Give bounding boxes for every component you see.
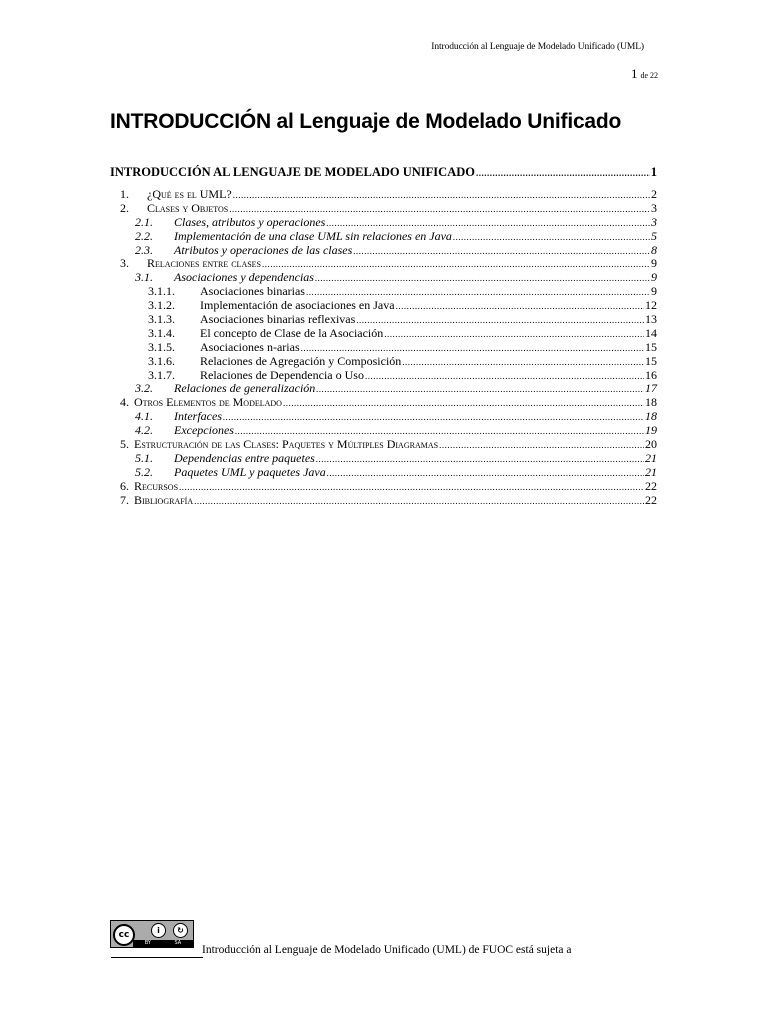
- toc-leader: [396, 301, 644, 311]
- toc-entry-number: 1.: [120, 187, 129, 201]
- toc-entry[interactable]: [110, 437, 657, 451]
- toc-entry[interactable]: [110, 298, 657, 312]
- toc-leader: [235, 426, 644, 436]
- toc-leader: [283, 398, 644, 408]
- toc-entry-title: Clases, atributos y operaciones: [174, 214, 326, 229]
- toc-entry-page: 21: [645, 464, 657, 479]
- toc-entry-title: Asociaciones binarias: [200, 284, 305, 299]
- toc-entry-number: 5.1.: [135, 450, 153, 465]
- toc-entry-page: 19: [645, 423, 657, 438]
- toc-entry-title: Asociaciones binarias reflexivas: [200, 312, 356, 327]
- toc-entry-page: 3: [651, 214, 657, 229]
- toc-entry-title: Dependencias entre paquetes: [174, 450, 315, 465]
- toc-entry-number: 6.: [120, 478, 129, 493]
- toc-entry-title: Excepciones: [174, 423, 234, 438]
- toc-entry-title: El concepto de Clase de la Asociación: [200, 325, 384, 340]
- toc-entry-page: 1: [650, 165, 657, 179]
- toc-entry-number: 2.2.: [135, 228, 153, 243]
- toc-entry-title: Paquetes UML y paquetes Java: [174, 464, 326, 479]
- toc-entry[interactable]: [110, 465, 657, 479]
- toc-entry-title: Relaciones de generalización: [174, 381, 316, 396]
- toc-entry-number: 2.1.: [135, 214, 153, 229]
- toc-entry-page: 8: [651, 242, 657, 257]
- toc-entry[interactable]: [110, 451, 657, 465]
- toc-entry-page: 15: [645, 339, 657, 354]
- toc-entry[interactable]: [110, 256, 657, 270]
- toc-entry-page: 15: [645, 353, 657, 368]
- toc-entry-number: 3.1.2.: [148, 298, 175, 313]
- toc-entry-number: 5.2.: [135, 464, 153, 479]
- share-alike-icon: ↻: [173, 923, 188, 938]
- toc-entry-number: 3.: [120, 256, 129, 271]
- attribution-icon: i: [151, 923, 166, 938]
- toc-leader: [384, 329, 644, 339]
- toc-entry[interactable]: [110, 381, 657, 395]
- toc-entry[interactable]: [110, 354, 657, 368]
- badge-underline: [111, 957, 203, 958]
- toc-leader: [353, 246, 650, 256]
- toc-entry-number: 3.2.: [135, 381, 153, 396]
- toc-entry[interactable]: [110, 368, 657, 382]
- toc-entry-title: Asociaciones n-arias: [200, 339, 300, 354]
- toc-entry[interactable]: [110, 423, 657, 437]
- toc-entry-number: 4.1.: [135, 409, 153, 424]
- toc-entry-number: 3.1.7.: [148, 367, 175, 382]
- toc-entry-number: 3.1.1.: [148, 284, 175, 299]
- toc-main-entry[interactable]: [110, 165, 657, 187]
- toc-entry[interactable]: [110, 493, 657, 507]
- running-header: Introducción al Lenguaje de Modelado Unificado (UML): [431, 42, 644, 52]
- toc-entry-page: 12: [645, 298, 657, 313]
- toc-entry-number: 4.: [120, 395, 129, 410]
- toc-entry-title: Bibliografía: [134, 492, 194, 507]
- toc-entry-title: Implementación de una clase UML sin relaciones en Java: [174, 228, 452, 243]
- toc-entry-title: ¿Qué es el UML?: [147, 187, 232, 201]
- toc-leader: [262, 259, 650, 269]
- toc-entry[interactable]: [110, 215, 657, 229]
- license-text: Introducción al Lenguaje de Modelado Unificado (UML) de FUOC está sujeta a: [202, 944, 572, 956]
- toc-leader: [301, 343, 644, 353]
- toc-entry-title: Interfaces: [174, 409, 222, 424]
- toc-entry-number: 4.2.: [135, 423, 153, 438]
- toc-entry[interactable]: [110, 270, 657, 284]
- toc-entry-page: 2: [651, 187, 657, 201]
- toc-entry-title: Otros Elementos de Modelado: [134, 395, 282, 410]
- toc-entry-page: 14: [645, 325, 657, 340]
- toc-entry-title: Estructuración de las Clases: Paquetes y Múltiples Diagramas: [134, 437, 439, 452]
- toc-entry-title: INTRODUCCIÓN AL LENGUAJE DE MODELADO UNIFICADO: [110, 165, 475, 179]
- toc-leader: [365, 371, 644, 381]
- toc-entry[interactable]: [110, 201, 657, 215]
- toc-leader: [356, 315, 644, 325]
- toc-entry-title: Asociaciones y dependencias: [174, 270, 314, 285]
- toc-entry-title: Atributos y operaciones de las clases: [174, 242, 353, 257]
- page-number: [631, 66, 658, 82]
- toc-entry-page: 3: [651, 200, 657, 215]
- toc-entry-page: 17: [645, 381, 657, 396]
- toc-leader: [223, 412, 644, 422]
- toc-leader: [316, 454, 644, 464]
- creative-commons-badge[interactable]: [110, 920, 194, 948]
- toc-entry[interactable]: [110, 284, 657, 298]
- toc-entry[interactable]: [110, 312, 657, 326]
- toc-leader: [194, 496, 644, 506]
- toc-entry[interactable]: [110, 229, 657, 243]
- toc-entry-page: 16: [645, 367, 657, 382]
- page-number-current: 1: [630, 66, 638, 81]
- toc-leader: [316, 384, 644, 394]
- toc-entry-page: 18: [645, 409, 657, 424]
- toc-leader: [453, 232, 650, 242]
- sa-label: SA: [174, 940, 182, 946]
- toc-entry-number: 3.1.5.: [148, 339, 175, 354]
- toc-entry-title: Relaciones entre clases: [147, 256, 262, 271]
- toc-entry[interactable]: [110, 326, 657, 340]
- toc-entry-page: 22: [645, 492, 657, 507]
- toc-entry-number: 5.: [120, 437, 129, 452]
- cc-icon: cc: [113, 924, 135, 946]
- toc-entry-page: 5: [651, 228, 657, 243]
- toc-entry-number: 3.1.: [135, 270, 153, 285]
- toc-leader: [327, 468, 644, 478]
- toc-entry-number: 2.: [120, 200, 129, 215]
- toc-entry[interactable]: [110, 243, 657, 257]
- toc-entry-page: 9: [651, 284, 657, 299]
- page-number-total: de 22: [640, 71, 658, 80]
- table-of-contents: [110, 165, 657, 506]
- toc-leader: [476, 168, 650, 178]
- toc-entry[interactable]: [110, 479, 657, 493]
- document-title: INTRODUCCIÓN al Lenguaje de Modelado Unificado: [110, 110, 622, 133]
- toc-leader: [326, 218, 650, 228]
- toc-entry-page: 13: [645, 312, 657, 327]
- by-label: BY: [144, 940, 151, 946]
- toc-entry-title: Recursos: [134, 478, 179, 493]
- toc-entry-page: 9: [651, 256, 657, 271]
- toc-entry-number: 3.1.3.: [148, 312, 175, 327]
- toc-entry-number: 7.: [120, 492, 129, 507]
- toc-leader: [402, 357, 644, 367]
- toc-leader: [233, 190, 650, 200]
- toc-entry-title: Relaciones de Dependencia o Uso: [200, 367, 364, 382]
- toc-leader: [439, 440, 644, 450]
- toc-entry[interactable]: [110, 340, 657, 354]
- toc-entry-page: 22: [645, 478, 657, 493]
- toc-leader: [179, 482, 644, 492]
- toc-leader: [229, 204, 650, 214]
- toc-entry-number: 3.1.4.: [148, 325, 175, 340]
- toc-entry-title: Implementación de asociaciones en Java: [200, 298, 395, 313]
- toc-entry-page: 20: [645, 437, 657, 452]
- toc-entry-number: 3.1.6.: [148, 353, 175, 368]
- toc-entry-title: Clases y Objetos: [147, 200, 229, 215]
- toc-entry[interactable]: [110, 187, 657, 201]
- license-band: [133, 940, 193, 947]
- toc-entry-page: 21: [645, 450, 657, 465]
- toc-leader: [306, 287, 650, 297]
- toc-entry[interactable]: [110, 395, 657, 409]
- toc-entry-page: 18: [645, 395, 657, 410]
- toc-leader: [315, 273, 650, 283]
- toc-entry-page: 9: [651, 270, 657, 285]
- toc-entry-title: Relaciones de Agregación y Composición: [200, 353, 402, 368]
- toc-entry-number: 2.3.: [135, 242, 153, 257]
- toc-entry[interactable]: [110, 409, 657, 423]
- license-footer: [110, 920, 572, 956]
